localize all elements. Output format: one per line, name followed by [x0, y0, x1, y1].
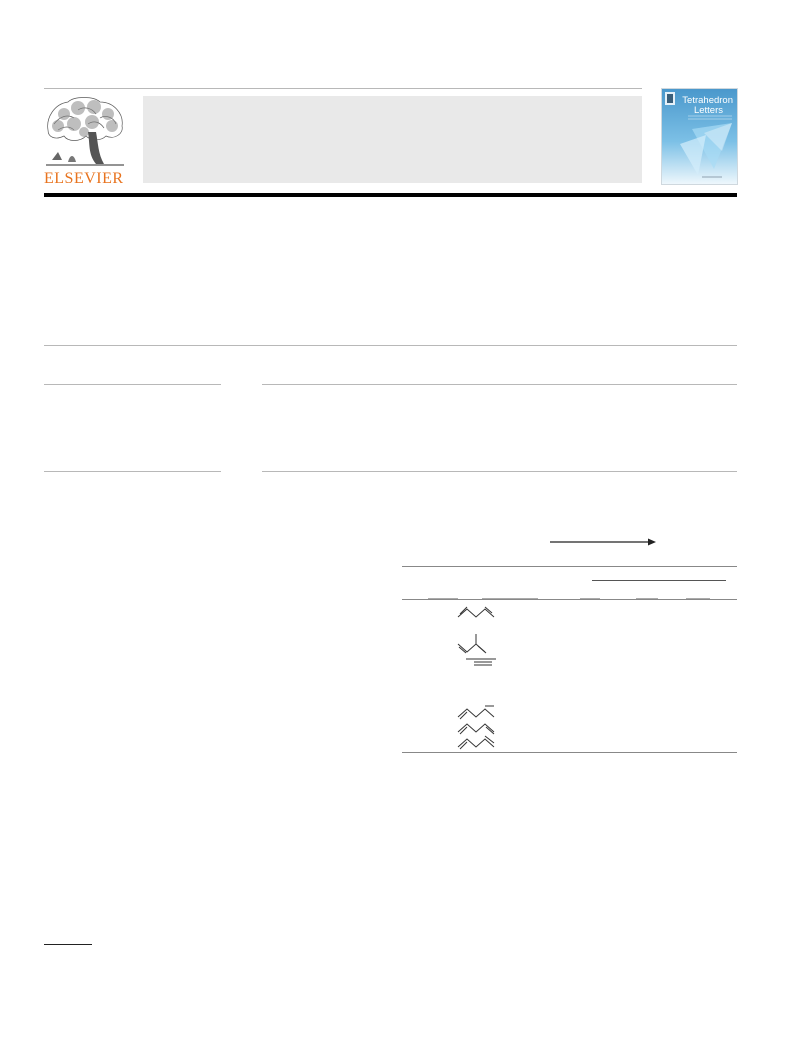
- arrow-right-icon: [550, 537, 656, 547]
- alkyne-structure-icon: [466, 657, 502, 667]
- abstract-top-rule: [262, 384, 737, 385]
- publisher-name: ELSEVIER: [44, 170, 124, 187]
- table-header-text-mark: [636, 598, 658, 599]
- table-header-text-mark: [428, 598, 458, 599]
- journal-cover-title-2: Letters: [693, 105, 723, 116]
- journal-header-box: [143, 96, 642, 183]
- article-info-top-rule: [44, 384, 221, 385]
- table-column-group-rule: [592, 580, 726, 581]
- table-header-text-mark: [686, 598, 710, 599]
- table-header-text-mark: [580, 598, 600, 599]
- pentadiene-structure-icon: [456, 734, 498, 750]
- header-thick-rule: [44, 193, 737, 197]
- article-info-divider: [44, 345, 737, 346]
- top-rule: [44, 88, 642, 89]
- butadiene-structure-icon: [456, 604, 498, 620]
- table-header-rule: [402, 599, 737, 600]
- graphical-abstract-top-rule: [262, 471, 737, 472]
- journal-cover[interactable]: [661, 88, 738, 185]
- journal-cover-title-1: Tetrahedron: [682, 95, 733, 106]
- footnote-rule: [44, 944, 92, 945]
- elsevier-tree-logo-icon: [44, 96, 126, 168]
- table-header-text-mark: [482, 598, 538, 599]
- table-top-rule: [402, 566, 737, 567]
- table-bottom-rule: [402, 752, 737, 753]
- hexatriene-structure-icon: [456, 704, 498, 720]
- dimethylbutadiene-structure-icon: [456, 719, 498, 735]
- isoprene-structure-icon: [456, 632, 498, 656]
- keywords-top-rule: [44, 471, 221, 472]
- publisher-logo: [44, 96, 126, 188]
